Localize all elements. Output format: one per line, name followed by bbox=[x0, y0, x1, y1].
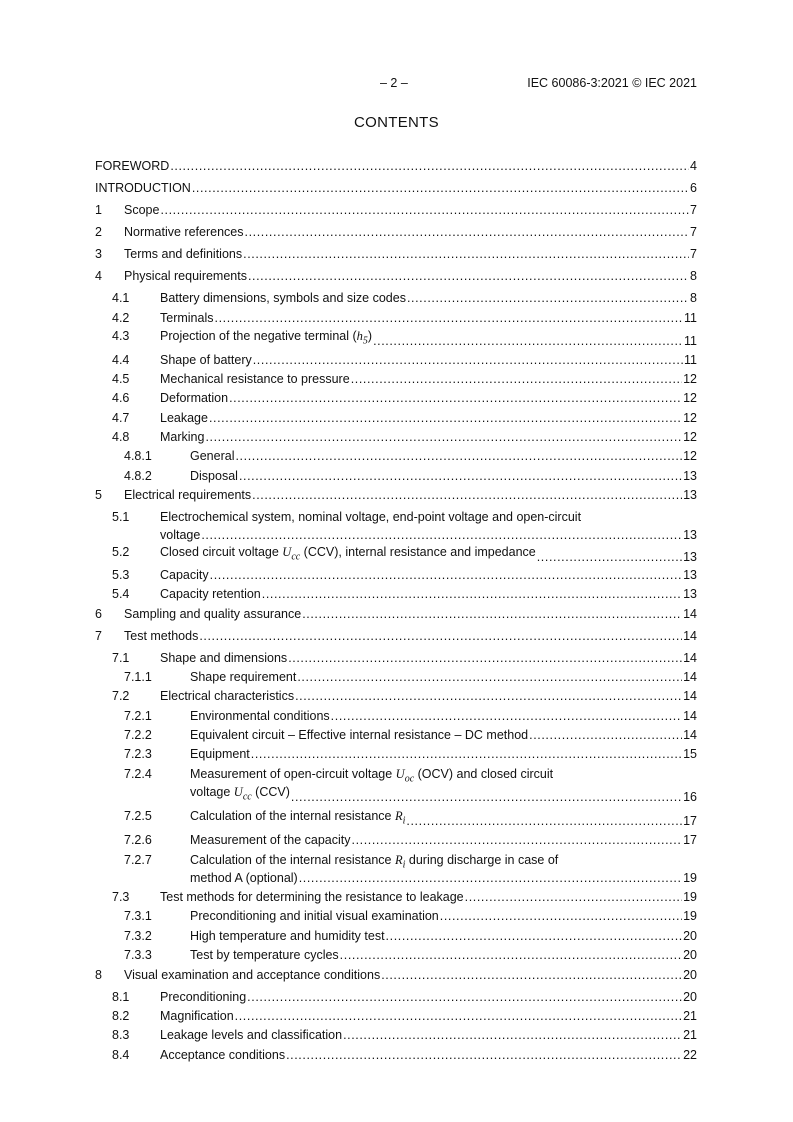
entry-number: 4.5 bbox=[112, 372, 130, 386]
entry-number: 7.2.6 bbox=[124, 833, 152, 847]
entry-number: 5.1 bbox=[112, 510, 130, 524]
entry-number: 3 bbox=[95, 247, 102, 261]
entry-title-text: Equipment bbox=[190, 747, 250, 761]
entry-page-number: 11 bbox=[684, 311, 697, 325]
entry-title bbox=[160, 1028, 342, 1043]
entry-number: 7.2.5 bbox=[124, 809, 152, 823]
dot-leader bbox=[299, 871, 682, 886]
entry-title bbox=[124, 488, 251, 503]
entry-title-text: Electrical characteristics bbox=[160, 689, 295, 703]
entry-title-text: Scope bbox=[124, 203, 160, 217]
math-subscript: i bbox=[402, 815, 406, 827]
math-symbol: $R_i$ bbox=[394, 809, 406, 827]
entry-number: 7.3.1 bbox=[124, 909, 152, 923]
entry-title-text: Normative references bbox=[124, 225, 244, 239]
entry-page-number: 20 bbox=[683, 948, 697, 962]
math-subscript: i bbox=[402, 859, 406, 871]
math-symbol: $U_{cc}$ bbox=[282, 545, 301, 563]
entry-title-text: voltage bbox=[160, 528, 201, 542]
entry-number: 6 bbox=[95, 607, 102, 621]
entry-title-text: Electrical requirements bbox=[124, 488, 252, 502]
dot-leader bbox=[262, 587, 682, 602]
dot-leader bbox=[352, 833, 683, 848]
dot-leader bbox=[406, 814, 682, 829]
entry-title-text: INTRODUCTION bbox=[95, 181, 191, 195]
entry-title-text: FOREWORD bbox=[95, 159, 170, 173]
entry-title-text: Calculation of the internal resistance bbox=[190, 853, 395, 867]
entry-title-line1 bbox=[160, 510, 581, 525]
dot-leader bbox=[465, 890, 682, 905]
entry-title-text: Battery dimensions, symbols and size codes bbox=[160, 291, 406, 305]
dot-leader bbox=[243, 247, 689, 262]
entry-page-number: 14 bbox=[683, 651, 697, 665]
entry-title-text: Test by temperature cycles bbox=[190, 948, 339, 962]
entry-number: 7.2.4 bbox=[124, 767, 152, 781]
dot-leader bbox=[351, 372, 682, 387]
entry-title bbox=[160, 651, 287, 666]
entry-title bbox=[124, 203, 159, 218]
dot-leader bbox=[210, 568, 682, 583]
entry-page-number: 15 bbox=[683, 747, 697, 761]
dot-leader bbox=[340, 948, 682, 963]
entry-title-text: Leakage levels and classification bbox=[160, 1028, 343, 1042]
entry-number: 8.1 bbox=[112, 990, 130, 1004]
entry-title-text: Shape of battery bbox=[160, 353, 252, 367]
entry-page-number: 21 bbox=[683, 1028, 697, 1042]
entry-page-number: 20 bbox=[683, 929, 697, 943]
entry-number: 8.4 bbox=[112, 1048, 130, 1062]
entry-title bbox=[190, 728, 528, 743]
dot-leader bbox=[247, 990, 682, 1005]
entry-title bbox=[190, 785, 290, 805]
math-subscript: oc bbox=[404, 773, 415, 785]
entry-title bbox=[124, 225, 244, 240]
entry-title bbox=[95, 181, 191, 196]
entry-page-number: 12 bbox=[683, 449, 697, 463]
dot-leader bbox=[199, 629, 682, 644]
entry-page-number: 6 bbox=[690, 181, 697, 195]
dot-leader bbox=[235, 1009, 682, 1024]
entry-page-number: 13 bbox=[683, 549, 697, 564]
entry-number: 7.2.1 bbox=[124, 709, 152, 723]
entry-number: 7.1 bbox=[112, 651, 130, 665]
entry-title bbox=[190, 670, 296, 685]
dot-leader bbox=[297, 670, 682, 685]
entry-title bbox=[160, 990, 246, 1005]
dot-leader bbox=[160, 203, 689, 218]
entry-title bbox=[124, 607, 301, 622]
entry-title-text: Electrochemical system, nominal voltage, end-point voltage and open-circuit bbox=[160, 510, 582, 524]
entry-title-text: Capacity retention bbox=[160, 587, 261, 601]
entry-title-text: ) bbox=[367, 329, 373, 343]
entry-page-number: 19 bbox=[683, 909, 697, 923]
entry-title-text: Test methods bbox=[124, 629, 199, 643]
dot-leader bbox=[407, 291, 689, 306]
entry-title bbox=[160, 689, 294, 704]
entry-page-number: 12 bbox=[683, 372, 697, 386]
header-standard: IEC 60086-3:2021 © IEC 2021 bbox=[527, 76, 697, 90]
entry-title-text: during discharge in case of bbox=[405, 853, 559, 867]
entry-number: 8.2 bbox=[112, 1009, 130, 1023]
entry-page-number: 4 bbox=[690, 159, 697, 173]
dot-leader bbox=[248, 269, 689, 284]
entry-title bbox=[160, 890, 464, 905]
entry-title bbox=[124, 269, 247, 284]
entry-title-text: (CCV) bbox=[251, 785, 290, 799]
math-symbol: $R_i$ bbox=[394, 853, 406, 871]
entry-title bbox=[160, 411, 208, 426]
entry-page-number: 19 bbox=[683, 871, 697, 885]
entry-title-text: Marking bbox=[160, 430, 205, 444]
entry-page-number: 7 bbox=[690, 203, 697, 217]
entry-title bbox=[160, 430, 204, 445]
dot-leader bbox=[235, 449, 682, 464]
entry-title bbox=[190, 449, 234, 464]
page-title: CONTENTS bbox=[354, 114, 439, 131]
entry-page-number: 14 bbox=[683, 709, 697, 723]
entry-title bbox=[160, 528, 200, 543]
entry-title bbox=[190, 469, 238, 484]
dot-leader bbox=[373, 334, 683, 349]
dot-leader bbox=[192, 181, 689, 196]
entry-title-text: Deformation bbox=[160, 391, 229, 405]
entry-title bbox=[124, 247, 242, 262]
math-symbol: $h_5$ bbox=[356, 329, 368, 347]
entry-page-number: 20 bbox=[683, 968, 697, 982]
entry-title bbox=[124, 629, 198, 644]
entry-number: 4.3 bbox=[112, 329, 130, 343]
entry-title bbox=[190, 809, 405, 829]
entry-number: 7.2 bbox=[112, 689, 130, 703]
entry-page-number: 12 bbox=[683, 391, 697, 405]
entry-title-text: Measurement of open-circuit voltage bbox=[190, 767, 396, 781]
entry-number: 8.3 bbox=[112, 1028, 130, 1042]
entry-title-text: Environmental conditions bbox=[190, 709, 330, 723]
entry-page-number: 20 bbox=[683, 990, 697, 1004]
entry-title-text: Leakage bbox=[160, 411, 208, 425]
entry-title bbox=[160, 1048, 285, 1063]
math-symbol: $U_{cc}$ bbox=[233, 785, 252, 803]
math-subscript: cc bbox=[242, 791, 252, 803]
entry-title-text: Physical requirements bbox=[124, 269, 247, 283]
entry-title-text: Disposal bbox=[190, 469, 238, 483]
entry-title bbox=[95, 159, 169, 174]
dot-leader bbox=[295, 689, 682, 704]
entry-title-text: Sampling and quality assurance bbox=[124, 607, 302, 621]
entry-number: 7.1.1 bbox=[124, 670, 152, 684]
entry-title-text: Terminals bbox=[160, 311, 214, 325]
math-subscript: 5 bbox=[362, 335, 368, 347]
dot-leader bbox=[253, 353, 683, 368]
entry-title bbox=[160, 353, 252, 368]
dot-leader bbox=[440, 909, 682, 924]
entry-page-number: 14 bbox=[683, 670, 697, 684]
dot-leader bbox=[239, 469, 682, 484]
dot-leader bbox=[205, 430, 682, 445]
entry-title bbox=[160, 291, 406, 306]
entry-title bbox=[190, 833, 351, 848]
dot-leader bbox=[537, 550, 682, 565]
entry-page-number: 13 bbox=[683, 528, 697, 542]
entry-number: 4 bbox=[95, 269, 102, 283]
dot-leader bbox=[302, 607, 682, 622]
math-subscript: cc bbox=[291, 551, 301, 563]
entry-page-number: 22 bbox=[683, 1048, 697, 1062]
entry-number: 1 bbox=[95, 203, 102, 217]
entry-title-text: Capacity bbox=[160, 568, 209, 582]
entry-title bbox=[190, 871, 298, 886]
entry-page-number: 13 bbox=[683, 488, 697, 502]
entry-title bbox=[160, 372, 350, 387]
entry-title-text: Closed circuit voltage bbox=[160, 545, 283, 559]
entry-number: 7.2.2 bbox=[124, 728, 152, 742]
dot-leader bbox=[291, 790, 682, 805]
dot-leader bbox=[215, 311, 684, 326]
entry-title-text: Magnification bbox=[160, 1009, 234, 1023]
entry-page-number: 17 bbox=[683, 833, 697, 847]
entry-title bbox=[160, 545, 536, 565]
entry-title-text: voltage bbox=[190, 785, 234, 799]
entry-title bbox=[190, 709, 330, 724]
entry-number: 5 bbox=[95, 488, 102, 502]
entry-number: 7.2.3 bbox=[124, 747, 152, 761]
entry-title-text: Test methods for determining the resistance to leakage bbox=[160, 890, 464, 904]
entry-title-text: High temperature and humidity test bbox=[190, 929, 385, 943]
entry-page-number: 21 bbox=[683, 1009, 697, 1023]
entry-title bbox=[190, 747, 250, 762]
entry-page-number: 8 bbox=[690, 291, 697, 305]
entry-page-number: 7 bbox=[690, 225, 697, 239]
entry-title-text: method A (optional) bbox=[190, 871, 298, 885]
entry-number: 4.8 bbox=[112, 430, 130, 444]
entry-title bbox=[160, 311, 214, 326]
entry-title-text: Preconditioning and initial visual examination bbox=[190, 909, 439, 923]
entry-number: 2 bbox=[95, 225, 102, 239]
entry-title-text: Terms and definitions bbox=[124, 247, 243, 261]
dot-leader bbox=[381, 968, 682, 983]
entry-number: 7.3.3 bbox=[124, 948, 152, 962]
entry-page-number: 11 bbox=[684, 353, 697, 367]
entry-number: 4.2 bbox=[112, 311, 130, 325]
entry-number: 5.4 bbox=[112, 587, 130, 601]
entry-page-number: 12 bbox=[683, 430, 697, 444]
entry-number: 4.7 bbox=[112, 411, 130, 425]
entry-page-number: 8 bbox=[690, 269, 697, 283]
dot-leader bbox=[209, 411, 682, 426]
entry-title-text: Preconditioning bbox=[160, 990, 247, 1004]
entry-page-number: 14 bbox=[683, 728, 697, 742]
entry-title-text: Visual examination and acceptance conditions bbox=[124, 968, 381, 982]
math-symbol: $U_{oc}$ bbox=[395, 767, 415, 785]
entry-number: 4.4 bbox=[112, 353, 130, 367]
dot-leader bbox=[170, 159, 689, 174]
dot-leader bbox=[386, 929, 683, 944]
entry-title-text: Shape requirement bbox=[190, 670, 297, 684]
dot-leader bbox=[331, 709, 682, 724]
entry-number: 7.2.7 bbox=[124, 853, 152, 867]
entry-title-text: (CCV), internal resistance and impedance bbox=[300, 545, 536, 559]
entry-title bbox=[160, 587, 261, 602]
header-page-number: – 2 – bbox=[380, 76, 408, 90]
entry-title-text: Measurement of the capacity bbox=[190, 833, 351, 847]
entry-page-number: 11 bbox=[684, 333, 697, 348]
entry-title-text: Acceptance conditions bbox=[160, 1048, 286, 1062]
entry-title bbox=[124, 968, 380, 983]
dot-leader bbox=[529, 728, 682, 743]
entry-title bbox=[190, 929, 385, 944]
entry-title-text: Projection of the negative terminal ( bbox=[160, 329, 357, 343]
dot-leader bbox=[288, 651, 682, 666]
entry-page-number: 7 bbox=[690, 247, 697, 261]
entry-page-number: 16 bbox=[683, 789, 697, 804]
entry-title-text: (OCV) and closed circuit bbox=[414, 767, 554, 781]
dot-leader bbox=[286, 1048, 682, 1063]
entry-page-number: 13 bbox=[683, 587, 697, 601]
dot-leader bbox=[245, 225, 690, 240]
entry-number: 7.3 bbox=[112, 890, 130, 904]
entry-number: 4.1 bbox=[112, 291, 130, 305]
entry-page-number: 13 bbox=[683, 568, 697, 582]
entry-title-text: Mechanical resistance to pressure bbox=[160, 372, 350, 386]
entry-page-number: 17 bbox=[683, 813, 697, 828]
entry-title bbox=[190, 948, 339, 963]
entry-number: 7 bbox=[95, 629, 102, 643]
dot-leader bbox=[229, 391, 682, 406]
entry-page-number: 19 bbox=[683, 890, 697, 904]
entry-page-number: 14 bbox=[683, 689, 697, 703]
entry-title-text: Shape and dimensions bbox=[160, 651, 288, 665]
entry-number: 8 bbox=[95, 968, 102, 982]
entry-title-text: General bbox=[190, 449, 235, 463]
entry-title bbox=[160, 568, 209, 583]
entry-page-number: 13 bbox=[683, 469, 697, 483]
entry-page-number: 12 bbox=[683, 411, 697, 425]
entry-page-number: 14 bbox=[683, 629, 697, 643]
entry-title-text: Calculation of the internal resistance bbox=[190, 809, 395, 823]
entry-title bbox=[160, 1009, 234, 1024]
entry-title-text: Equivalent circuit – Effective internal resistance – DC method bbox=[190, 728, 529, 742]
entry-title-line1 bbox=[190, 853, 558, 873]
dot-leader bbox=[343, 1028, 682, 1043]
entry-number: 5.2 bbox=[112, 545, 130, 559]
entry-number: 4.8.2 bbox=[124, 469, 152, 483]
entry-number: 4.6 bbox=[112, 391, 130, 405]
dot-leader bbox=[201, 528, 682, 543]
entry-number: 5.3 bbox=[112, 568, 130, 582]
entry-title bbox=[190, 909, 439, 924]
entry-number: 4.8.1 bbox=[124, 449, 152, 463]
entry-number: 7.3.2 bbox=[124, 929, 152, 943]
entry-title-line1 bbox=[190, 767, 553, 787]
entry-title bbox=[160, 329, 372, 349]
entry-page-number: 14 bbox=[683, 607, 697, 621]
dot-leader bbox=[251, 747, 682, 762]
entry-title bbox=[160, 391, 228, 406]
dot-leader bbox=[252, 488, 682, 503]
